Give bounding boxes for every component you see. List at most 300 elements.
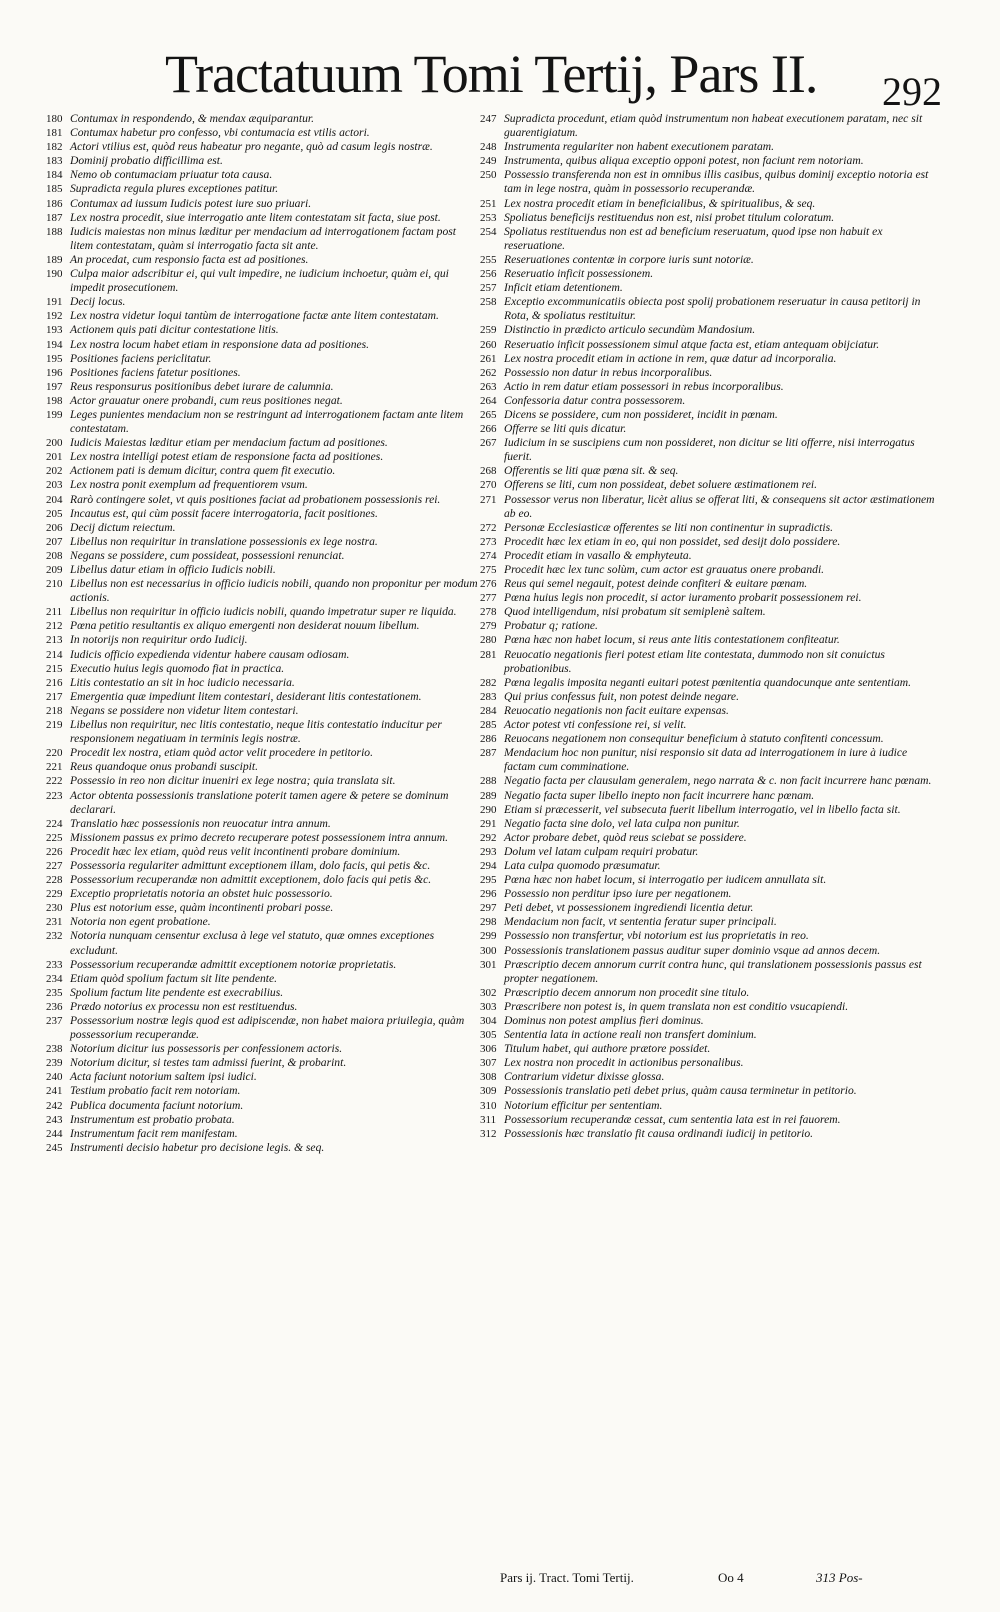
entry-text: Instrumenta regulariter non habent executionem paratam.: [504, 140, 775, 154]
index-entry: [480, 464, 938, 478]
entry-number: 290: [480, 803, 497, 816]
entry-text: Notoria nunquam censentur exclusa à lege vel statuto, quæ omnes exceptiones excludunt.: [70, 929, 435, 957]
entry-number: 260: [480, 338, 497, 351]
entry-number: 299: [480, 930, 497, 943]
index-entry: [480, 211, 938, 225]
entry-text: Lex nostra procedit etiam in actione in rem, quæ datur ad incorporalia.: [504, 351, 837, 365]
entry-text: Instrumenta, quibus aliqua exceptio opponi potest, non faciunt rem notoriam.: [504, 154, 864, 168]
entry-text: Acta faciunt notorium saltem ipsi iudici.: [70, 1070, 257, 1084]
entry-number: 226: [46, 845, 63, 858]
index-entry: [480, 958, 938, 986]
entry-text: Procedit etiam in vasallo & emphyteuta.: [504, 548, 692, 562]
index-entry: [46, 197, 479, 211]
entry-number: 227: [46, 859, 63, 872]
entry-text: Possessorium nostræ legis quod est adipiscendæ, non habet maiora priuilegia, quàm possessorium recuperandæ.: [70, 1014, 465, 1042]
entry-text: Quod intelligendum, nisi probatum sit semiplenè saltem.: [504, 605, 766, 619]
index-entry: [46, 253, 479, 267]
index-entry: [46, 887, 479, 901]
entry-text: Translatio hæc possessionis non reuocatur intra annum.: [70, 816, 331, 830]
entry-text: Decij locus.: [70, 295, 126, 309]
index-entry: [480, 380, 938, 394]
index-entry: [480, 859, 938, 873]
entry-text: In notorijs non requiritur ordo Iudicij.: [70, 633, 248, 647]
entry-number: 223: [46, 789, 63, 802]
entry-text: Instrumentum est probatio probata.: [70, 1112, 235, 1126]
index-entry: [480, 422, 938, 436]
entry-text: Missionem passus ex primo decreto recuperare potest possessionem intra annum.: [70, 830, 449, 844]
entry-text: Reseruationes contentæ in corpore iuris sunt notoriæ.: [504, 252, 754, 266]
entry-text: Præscriptio decem annorum non procedit sine titulo.: [504, 985, 750, 999]
entry-number: 200: [46, 437, 63, 450]
entry-text: Actor probare debet, quòd reus sciebat se possidere.: [504, 830, 747, 844]
index-entry: [46, 126, 479, 140]
index-entry: [46, 1000, 479, 1014]
index-entry: [480, 577, 938, 591]
index-entry: [46, 380, 479, 394]
index-entry: [480, 1000, 938, 1014]
entry-number: 300: [480, 944, 497, 957]
index-entry: [46, 760, 479, 774]
entry-text: Possessionis translationem passus auditur super dominio vsque ad annos decem.: [504, 943, 881, 957]
entry-text: Reseruatio inficit possessionem.: [504, 267, 654, 281]
page-title: Tractatuum Tomi Tertij, Pars II.: [165, 44, 818, 104]
entry-text: Reuocans negationem non consequitur beneficium à statuto confitenti concessum.: [504, 732, 884, 746]
entry-text: Procedit lex nostra, etiam quòd actor velit procedere in petitorio.: [70, 746, 373, 760]
entry-number: 180: [46, 113, 63, 125]
entry-text: Emergentia quæ impediunt litem contestari, desiderant litis contestationem.: [70, 689, 422, 703]
entry-text: Libellus non requiritur, nec litis contestatio, neque litis contestatio inducitur per responsionem negatiuam in terminis legis nostræ.: [70, 718, 442, 746]
entry-number: 308: [480, 1071, 497, 1084]
entry-text: Supradicta regula plures exceptiones patitur.: [70, 182, 279, 196]
entry-number: 296: [480, 888, 497, 901]
entry-number: 275: [480, 564, 497, 576]
entry-text: Culpa maior adscribitur ei, qui vult impedire, ne iudicium inchoetur, quàm ei, qui impedit prosecutionem.: [70, 267, 449, 295]
entry-text: Distinctio in prædicto articulo secundùm Mandosium.: [504, 323, 756, 337]
index-entry: [480, 774, 938, 788]
index-entry: [480, 295, 938, 323]
entry-number: 191: [46, 296, 63, 309]
entry-number: 219: [46, 719, 63, 732]
entry-text: Possessio transferenda non est in omnibus illis casibus, quibus dominij exceptio notoria est tam in lege nostra, quàm in possessorio recuperandæ.: [504, 168, 929, 196]
index-entry: [46, 323, 479, 337]
index-entry: [480, 1084, 938, 1098]
entry-text: Notorium efficitur per sententiam.: [504, 1098, 663, 1112]
entry-number: 289: [480, 789, 497, 802]
entry-number: 310: [480, 1099, 497, 1112]
entry-number: 294: [480, 859, 497, 872]
index-entry: [480, 1056, 938, 1070]
signature-mark: Oo 4: [718, 1570, 744, 1585]
index-entry: [46, 1141, 479, 1155]
entry-text: Pœna legalis imposita neganti euitari potest pœnitentia quandocunque ante sententiam.: [504, 675, 912, 689]
entry-number: 187: [46, 211, 63, 224]
catchword: 313 Pos-: [816, 1570, 863, 1585]
entry-text: Positiones faciens fatetur positiones.: [70, 365, 241, 379]
index-entry: [480, 493, 938, 521]
entry-number: 309: [480, 1085, 497, 1098]
entry-number: 263: [480, 380, 497, 393]
entry-text: Possessionis hæc translatio fit causa ordinandi iudicij in petitorio.: [504, 1126, 814, 1140]
entry-text: Sententia lata in actione reali non transfert dominium.: [504, 1028, 757, 1042]
entry-number: 249: [480, 155, 497, 168]
entry-number: 218: [46, 704, 63, 717]
index-entry: [480, 704, 938, 718]
index-entry: [46, 746, 479, 760]
entry-text: Procedit hæc lex etiam, quòd reus velit incontinenti probare dominium.: [70, 844, 401, 858]
entry-text: Decij dictum reiectum.: [70, 520, 176, 534]
entry-number: 235: [46, 986, 63, 999]
entry-number: 287: [480, 747, 497, 760]
index-entry: [480, 366, 938, 380]
entry-number: 222: [46, 775, 63, 788]
entry-number: 197: [46, 380, 63, 393]
index-entry: [46, 140, 479, 154]
entry-text: Dominus non potest amplius fieri dominus.: [504, 1014, 704, 1027]
index-entry: [46, 493, 479, 507]
entry-number: 268: [480, 465, 497, 478]
entry-number: 214: [46, 648, 63, 661]
index-entry: [480, 521, 938, 535]
entry-number: 194: [46, 338, 63, 351]
entry-number: 244: [46, 1127, 63, 1140]
index-entry: [46, 352, 479, 366]
entry-number: 247: [480, 113, 497, 125]
entry-text: Lex nostra ponit exemplum ad frequentiorem vsum.: [70, 478, 308, 492]
entry-number: 186: [46, 197, 63, 210]
entry-text: Contrarium videtur dixisse glossa.: [504, 1070, 665, 1084]
index-entry: [480, 690, 938, 704]
entry-text: Libellus datur etiam in officio Iudicis nobili.: [70, 563, 276, 576]
entry-number: 216: [46, 676, 63, 689]
index-entry: [46, 774, 479, 788]
entry-number: 253: [480, 211, 497, 224]
entry-number: 233: [46, 958, 63, 971]
index-entry: [480, 944, 938, 958]
entry-text: Reus qui semel negauit, potest deinde confiteri & euitare pœnam.: [504, 577, 808, 591]
entry-number: 238: [46, 1043, 63, 1056]
index-entry: [480, 873, 938, 887]
left-index-column: [46, 112, 479, 1155]
entry-number: 280: [480, 634, 497, 647]
entry-number: 258: [480, 296, 497, 309]
entry-text: Leges punientes mendacium non se restringunt ad interrogationem factam ante litem contestatam.: [70, 407, 464, 436]
entry-text: Possessionis translatio peti debet prius, quàm causa terminetur in petitorio.: [504, 1084, 857, 1098]
index-entry: [46, 690, 479, 704]
entry-number: 207: [46, 535, 63, 548]
entry-text: Iudicis maiestas non minus læditur per mendacium ad interrogationem factam post litem contestatam, quàm si interrogatio facta sit ante.: [70, 224, 457, 252]
entry-number: 307: [480, 1057, 497, 1070]
entry-number: 278: [480, 606, 497, 619]
entry-text: Iudicium in se suscipiens cum non possideret, non dicitur se liti offerre, nisi interrogatus fuerit.: [504, 436, 915, 464]
entry-text: Negans se possidere, cum possideat, possessioni renunciat.: [70, 548, 345, 562]
index-entry: [480, 338, 938, 352]
entry-number: 232: [46, 930, 63, 943]
page-header: [0, 30, 1000, 114]
entry-number: 210: [46, 578, 63, 591]
index-entry: [480, 591, 938, 605]
entry-number: 276: [480, 578, 497, 591]
index-entry: [46, 1113, 479, 1127]
entry-number: 245: [46, 1141, 63, 1154]
index-entry: [480, 1014, 938, 1028]
index-entry: [480, 563, 938, 577]
index-entry: [480, 676, 938, 690]
page-footer: [500, 1570, 920, 1590]
entry-number: 188: [46, 225, 63, 238]
entry-text: Iudicis officio expedienda videntur habere causam odiosam.: [70, 647, 350, 661]
entry-text: Plus est notorium esse, quàm incontinenti probari posse.: [70, 901, 334, 915]
index-entry: [480, 1099, 938, 1113]
entry-number: 305: [480, 1029, 497, 1042]
entry-number: 236: [46, 1000, 63, 1013]
entry-number: 267: [480, 437, 497, 450]
entry-number: 250: [480, 169, 497, 182]
entry-number: 264: [480, 394, 497, 407]
entry-text: Actor potest vti confessione rei, si velit.: [504, 718, 687, 732]
entry-number: 209: [46, 564, 63, 576]
entry-text: Contumax ad iussum Iudicis potest iure suo priuari.: [70, 196, 312, 210]
index-entry: [46, 394, 479, 408]
index-entry: [46, 873, 479, 887]
entry-text: Lex nostra intelligi potest etiam de responsione facta ad positiones.: [70, 450, 384, 464]
entry-text: Personæ Ecclesiasticæ offerentes se liti non continentur in supradictis.: [504, 520, 833, 534]
index-entry: [46, 408, 479, 436]
entry-text: Executio huius legis quomodo fiat in practica.: [70, 661, 285, 675]
entry-number: 291: [480, 817, 497, 830]
index-entry: [46, 648, 479, 662]
entry-number: 190: [46, 268, 63, 281]
entry-text: Lex nostra videtur loqui tantùm de interrogatione factæ ante litem contestatam.: [70, 309, 439, 323]
index-entry: [46, 831, 479, 845]
index-entry: [480, 408, 938, 422]
entry-number: 230: [46, 902, 63, 915]
entry-number: 213: [46, 634, 63, 647]
entry-number: 259: [480, 324, 497, 337]
entry-number: 274: [480, 549, 497, 562]
index-entry: [46, 859, 479, 873]
entry-text: Etiam quòd spolium factum sit lite pendente.: [70, 971, 278, 985]
running-title: Pars ij. Tract. Tomi Tertij.: [500, 1570, 634, 1585]
index-entry: [480, 197, 938, 211]
entry-text: Supradicta procedunt, etiam quòd instrumentum non habeat executionem paratam, nec sit guarentigiatum.: [504, 112, 923, 140]
entry-text: Possessorium recuperandæ non admittit exceptionem, dolo facis qui petis &c.: [70, 873, 432, 887]
index-entry: [480, 887, 938, 901]
entry-text: Iudicis Maiestas læditur etiam per mendacium factum ad positiones.: [70, 436, 388, 450]
entry-number: 277: [480, 592, 497, 605]
entry-number: 286: [480, 733, 497, 746]
entry-text: Possessorium recuperandæ admittit exceptionem notoriæ proprietatis.: [70, 957, 397, 971]
index-entry: [46, 436, 479, 450]
entry-number: 297: [480, 902, 497, 915]
entry-number: 256: [480, 268, 497, 281]
index-entry: [480, 535, 938, 549]
index-entry: [46, 619, 479, 633]
index-entry: [480, 1127, 938, 1141]
entry-text: Pœna petitio resultantis ex aliquo emergenti non desiderat nouum libellum.: [70, 619, 420, 633]
entry-number: 237: [46, 1015, 63, 1027]
entry-number: 270: [480, 479, 497, 492]
index-entry: [480, 1028, 938, 1042]
index-entry: [46, 704, 479, 718]
entry-text: Reus responsurus positionibus debet iurare de calumnia.: [70, 379, 334, 393]
entry-text: Offerre se liti quis dicatur.: [504, 422, 627, 436]
entry-text: Lex nostra procedit, siue interrogatio ante litem contestatam sit facta, siue post.: [70, 210, 441, 224]
entry-number: 181: [46, 127, 63, 140]
index-entry: [46, 718, 479, 746]
page-number: 292: [882, 69, 942, 114]
entry-text: Spoliatus beneficijs restituendus non est, nisi probet titulum coloratum.: [504, 210, 835, 224]
entry-number: 202: [46, 465, 63, 478]
entry-text: Offerens se liti, cum non possideat, debet soluere æstimationem rei.: [504, 478, 817, 492]
index-entry: [46, 338, 479, 352]
index-entry: [46, 112, 479, 126]
entry-text: Pœna hæc non habet locum, si interrogatio per iudicem annullata sit.: [504, 873, 827, 887]
entry-text: Confessoria datur contra possessorem.: [504, 393, 686, 407]
index-entry: [480, 140, 938, 154]
entry-text: Contumax habetur pro confesso, vbi contumacia est vtilis actori.: [70, 126, 370, 140]
entry-text: Dominij probatio difficillima est.: [70, 154, 223, 168]
entry-text: Libellus non est necessarius in officio iudicis nobili, quando non proponitur per modum actionis.: [70, 577, 478, 605]
entry-text: Qui prius confessus fuit, non potest deinde negare.: [504, 689, 739, 703]
entry-text: Inficit etiam detentionem.: [504, 281, 623, 295]
entry-number: 257: [480, 282, 497, 295]
entry-number: 261: [480, 352, 497, 365]
entry-number: 262: [480, 366, 497, 379]
entry-text: Publica documenta faciunt notorium.: [70, 1098, 244, 1112]
entry-text: Reuocatio negationis fieri potest etiam lite contestata, dummodo non sit conuictus probationibus.: [504, 647, 885, 675]
entry-text: Præscribere non potest is, in quem translata non est conditio vsucapiendi.: [504, 999, 849, 1013]
entry-number: 193: [46, 324, 63, 337]
entry-number: 221: [46, 761, 63, 774]
entry-text: An procedat, cum responsio facta est ad positiones.: [70, 252, 309, 266]
entry-text: Contumax in respondendo, & mendax æquiparantur.: [70, 112, 314, 125]
entry-number: 302: [480, 986, 497, 999]
entry-text: Dicens se possidere, cum non possideret, incidit in pœnam.: [504, 407, 778, 421]
index-entry: [480, 1042, 938, 1056]
entry-number: 285: [480, 719, 497, 732]
entry-text: Lata culpa quomodo præsumatur.: [504, 858, 661, 872]
index-entry: [46, 295, 479, 309]
entry-number: 240: [46, 1071, 63, 1084]
index-entry: [480, 168, 938, 196]
entry-text: Rarò contingere solet, vt quis positiones faciat ad probationem possessionis rei.: [70, 492, 441, 506]
entry-number: 243: [46, 1113, 63, 1126]
index-entry: [480, 901, 938, 915]
entry-number: 205: [46, 507, 63, 520]
entry-text: Mendacium non facit, vt sententia feratur super principali.: [504, 915, 777, 929]
entry-number: 196: [46, 366, 63, 379]
index-entry: [46, 464, 479, 478]
index-entry: [46, 901, 479, 915]
index-entry: [46, 845, 479, 859]
entry-number: 229: [46, 888, 63, 901]
entry-text: Possessio non datur in rebus incorporalibus.: [504, 365, 713, 379]
entry-text: Actor grauatur onere probandi, cum reus positiones negat.: [70, 393, 343, 407]
entry-text: Mendacium hoc non punitur, nisi responsio sit data ad interrogationem in iure à iudice factam cum comminatione.: [504, 746, 908, 774]
index-entry: [46, 267, 479, 295]
index-entry: [480, 478, 938, 492]
entry-number: 217: [46, 690, 63, 703]
index-entry: [480, 633, 938, 647]
entry-number: 312: [480, 1127, 497, 1140]
entry-text: Actor obtenta possessionis translatione poterit tamen agere & petere se dominum declarari.: [70, 788, 449, 816]
index-entry: [46, 633, 479, 647]
entry-text: Pœna huius legis non procedit, si actor iuramento probarit possessionem rei.: [504, 591, 862, 605]
entry-number: 298: [480, 916, 497, 929]
index-entry: [480, 619, 938, 633]
index-entry: [480, 831, 938, 845]
entry-text: Offerentis se liti quæ pœna sit. & seq.: [504, 464, 679, 478]
entry-text: Libellus non requiritur in translatione possessionis ex lege nostra.: [70, 534, 378, 548]
entry-text: Exceptio proprietatis notoria an obstet huic possessorio.: [70, 887, 333, 901]
index-entry: [46, 182, 479, 196]
entry-text: Negatio facta per clausulam generalem, nego narrata & c. non facit incurrere hanc pœnam.: [504, 774, 932, 788]
entry-text: Lex nostra locum habet etiam in responsione data ad positiones.: [70, 337, 370, 351]
entry-number: 208: [46, 549, 63, 562]
entry-text: Instrumenti decisio habetur pro decisione legis. & seq.: [70, 1140, 325, 1154]
entry-number: 295: [480, 874, 497, 887]
entry-text: Præscriptio decem annorum currit contra hunc, qui translationem possessionis passus est propter negationem.: [504, 957, 922, 985]
entry-text: Instrumentum facit rem manifestam.: [70, 1126, 238, 1140]
index-entry: [480, 845, 938, 859]
entry-number: 279: [480, 620, 497, 633]
index-entry: [46, 1084, 479, 1098]
entry-text: Reseruatio inficit possessionem simul atque facta est, etiam antequam obijciatur.: [504, 337, 880, 351]
entry-text: Possessoria regulariter admittunt exceptionem illam, dolo facis, qui petis &c.: [70, 858, 431, 872]
entry-text: Pœna hæc non habet locum, si reus ante litis contestationem confiteatur.: [504, 633, 840, 647]
index-entry: [480, 394, 938, 408]
entry-text: Lex nostra procedit etiam in beneficialibus, & spiritualibus, & seq.: [504, 196, 816, 210]
entry-number: 301: [480, 958, 497, 971]
index-entry: [46, 915, 479, 929]
entry-number: 272: [480, 521, 497, 534]
entry-number: 265: [480, 408, 497, 421]
entry-number: 266: [480, 423, 497, 436]
entry-text: Procedit hæc lex tunc solùm, cum actor est grauatus onere probandi.: [504, 563, 825, 576]
index-entry: [46, 1099, 479, 1113]
index-entry: [46, 1127, 479, 1141]
entry-number: 211: [46, 606, 63, 619]
entry-number: 306: [480, 1043, 497, 1056]
entry-number: 254: [480, 225, 497, 238]
entry-text: Possessorium recuperandæ cessat, cum sententia lata est in rei fauorem.: [504, 1112, 841, 1126]
index-entry: [480, 915, 938, 929]
entry-text: Dolum vel latam culpam requiri probatur.: [504, 844, 699, 858]
index-entry: [480, 718, 938, 732]
index-entry: [480, 803, 938, 817]
entry-text: Lex nostra non procedit in actionibus personalibus.: [504, 1056, 744, 1070]
entry-text: Notoria non egent probatione.: [70, 915, 211, 929]
index-entry: [46, 563, 479, 577]
entry-number: 195: [46, 352, 63, 365]
index-entry: [480, 986, 938, 1000]
entry-text: Reuocatio negationis non facit euitare expensas.: [504, 703, 729, 717]
entry-text: Actionem pati is demum dicitur, contra quem fit executio.: [70, 464, 336, 478]
entry-number: 292: [480, 831, 497, 844]
index-entry: [46, 507, 479, 521]
index-entry: [46, 309, 479, 323]
index-entry: [480, 112, 938, 140]
index-entry: [480, 549, 938, 563]
entry-number: 281: [480, 648, 497, 661]
index-entry: [480, 1113, 938, 1127]
entry-number: 282: [480, 676, 497, 689]
index-entry: [480, 1070, 938, 1084]
entry-number: 201: [46, 451, 63, 464]
entry-number: 215: [46, 662, 63, 675]
entry-text: Negatio facta sine dolo, vel lata culpa non punitur.: [504, 816, 740, 830]
index-entry: [46, 929, 479, 957]
